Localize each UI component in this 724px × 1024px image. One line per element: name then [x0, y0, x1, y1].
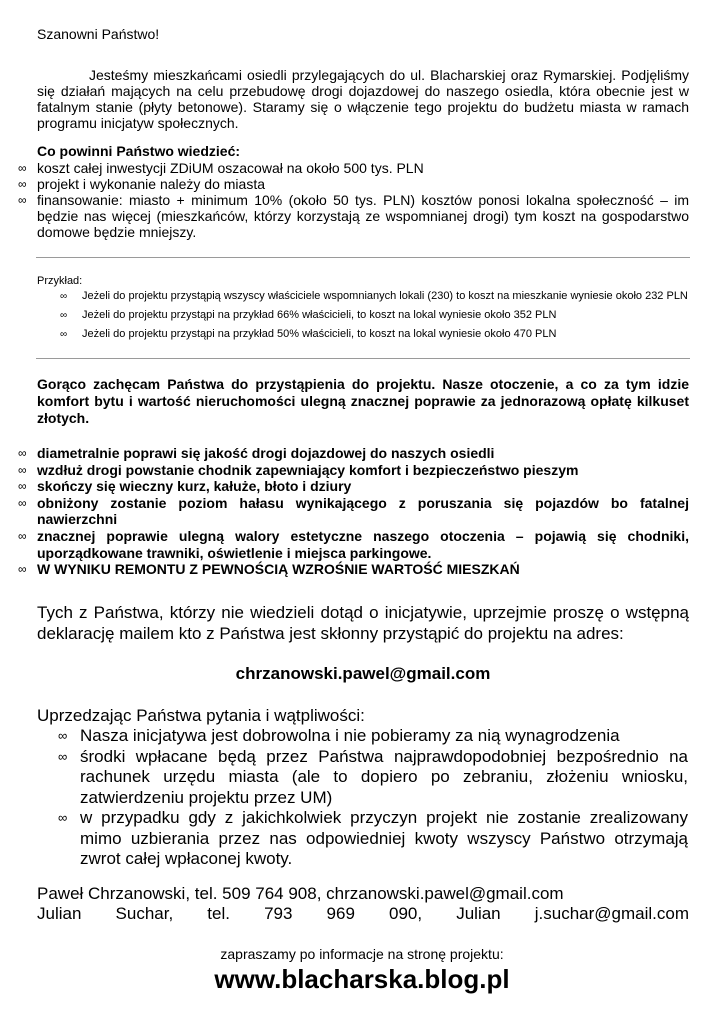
appeal-paragraph: Gorąco zachęcam Państwa do przystąpienia do projektu. Nasze otoczenie, a co za tym idzie komfort bytu i wartość nieruchomości ulegną znacznej poprawie za jednorazową opłatę kilkuset złotych.: [37, 376, 689, 426]
request-paragraph: Tych z Państwa, którzy nie wiedzieli dotąd o inicjatywie, uprzejmie proszę o wstępną deklarację mailem kto z Państwa jest skłonny przystąpić do projektu na adres:: [37, 603, 689, 643]
infinity-bullet-icon: ∞: [18, 462, 27, 477]
divider: [36, 358, 690, 359]
faq-heading: Uprzedzając Państwa pytania i wątpliwości:: [37, 706, 365, 725]
infinity-bullet-icon: ∞: [58, 728, 68, 743]
footer-invite: zapraszamy po informacje na stronę projektu:: [220, 946, 504, 962]
infinity-bullet-icon: ∞: [60, 310, 68, 321]
list-item: ∞ w przypadku gdy z jakichkolwiek przyczyn projekt nie zostanie zrealizowany mimo uzbierania przez nas odpowiedniej kwoty wszyscy Państwo otrzymają zwrot całej wpłaconej kwoty.: [58, 808, 688, 868]
greeting: Szanowni Państwo!: [37, 26, 160, 42]
example-heading: Przykład:: [37, 275, 83, 287]
infinity-bullet-icon: ∞: [18, 495, 27, 510]
contact-line-1: Paweł Chrzanowski, tel. 509 764 908, chrzanowski.pawel@gmail.com: [37, 884, 564, 903]
list-item: ∞ W WYNIKU REMONTU Z PEWNOŚCIĄ WZROŚNIE WARTOŚĆ MIESZKAŃ: [18, 561, 520, 578]
list-item: ∞ projekt i wykonanie należy do miasta: [18, 176, 266, 192]
infinity-bullet-icon: ∞: [18, 446, 27, 460]
list-item: ∞ Jeżeli do projektu przystąpi na przykład 50% właścicieli, to koszt na lokal wyniesie około 470 PLN: [60, 328, 557, 340]
infinity-bullet-icon: ∞: [60, 329, 68, 340]
list-item: ∞ koszt całej inwestycji ZDiUM oszacował na około 500 tys. PLN: [18, 160, 424, 176]
contact-line-2: Julian Suchar, tel. 793 969 090, Julian j.suchar@gmail.com: [37, 904, 689, 923]
example-list: [60, 289, 688, 342]
facts-list: [18, 160, 689, 240]
benefits-list: [18, 445, 689, 578]
project-website-link[interactable]: www.blacharska.blog.pl: [214, 964, 510, 994]
infinity-bullet-icon: ∞: [18, 161, 27, 175]
list-item: ∞ Jeżeli do projektu przystąpi na przykład 66% właścicieli, to koszt na lokal wyniesie około 352 PLN: [60, 309, 557, 321]
list-item: ∞ obniżony zostanie poziom hałasu wynikającego z poruszania się pojazdów bo fatalnej nawierzchni: [18, 494, 689, 528]
list-item: ∞ skończy się wieczny kurz, kałuże, błoto i dziury: [18, 478, 352, 495]
list-item: ∞ znacznej poprawie ulegną walory estetyczne naszego otoczenia – pojawią się chodniki, uporządkowane trawniki, oświetlenie i miejsca parkingowe.: [18, 527, 689, 561]
infinity-bullet-icon: ∞: [18, 479, 27, 494]
infinity-bullet-icon: ∞: [18, 177, 27, 191]
contact-email[interactable]: chrzanowski.pawel@gmail.com: [235, 664, 491, 683]
list-item: ∞ diametralnie poprawi się jakość drogi dojazdowej do naszych osiedli: [18, 445, 495, 461]
list-item: ∞ środki wpłacane będą przez Państwa najprawdopodobniej bezpośrednio na rachunek urzędu miasta (ale to dopiero po zebraniu, złożeniu wniosku, zatwierdzeniu projektu przez UM): [58, 746, 688, 807]
infinity-bullet-icon: ∞: [18, 528, 27, 543]
list-item: ∞ Nasza inicjatywa jest dobrowolna i nie pobieramy za nią wynagrodzenia: [58, 726, 620, 745]
facts-heading: Co powinni Państwo wiedzieć:: [37, 143, 241, 159]
intro-paragraph: Jesteśmy mieszkańcami osiedli przylegających do ul. Blacharskiej oraz Rymarskiej. Podjęliśmy się działań mających na celu przebudowę drogi dojazdowej do naszego osiedla, która obecnie jest w fatalnym stanie (płyty betonowe). Staramy się o włączenie tego projektu do budżetu miasta w ramach programu inicjatyw społecznych.: [37, 67, 689, 131]
infinity-bullet-icon: ∞: [60, 291, 68, 302]
infinity-bullet-icon: ∞: [18, 562, 27, 577]
infinity-bullet-icon: ∞: [58, 810, 68, 825]
list-item: ∞ Jeżeli do projektu przystąpią wszyscy właściciele wspomnianych lokali (230) to koszt na mieszkanie wyniesie około 232 PLN: [60, 290, 688, 302]
infinity-bullet-icon: ∞: [58, 748, 68, 764]
faq-list: [58, 726, 688, 870]
infinity-bullet-icon: ∞: [18, 193, 27, 207]
list-item: ∞ finansowanie: miasto + minimum 10% (około 50 tys. PLN) kosztów ponosi lokalna społeczność – im będzie nas więcej (mieszkańców, którzy korzystają ze wspomnianej drogi) tym koszt na gospodarstwo domowe będzie mniejszy.: [18, 192, 689, 240]
divider: [36, 257, 690, 258]
list-item: ∞ wzdłuż drogi powstanie chodnik zapewniający komfort i bezpieczeństwo pieszym: [18, 461, 579, 478]
